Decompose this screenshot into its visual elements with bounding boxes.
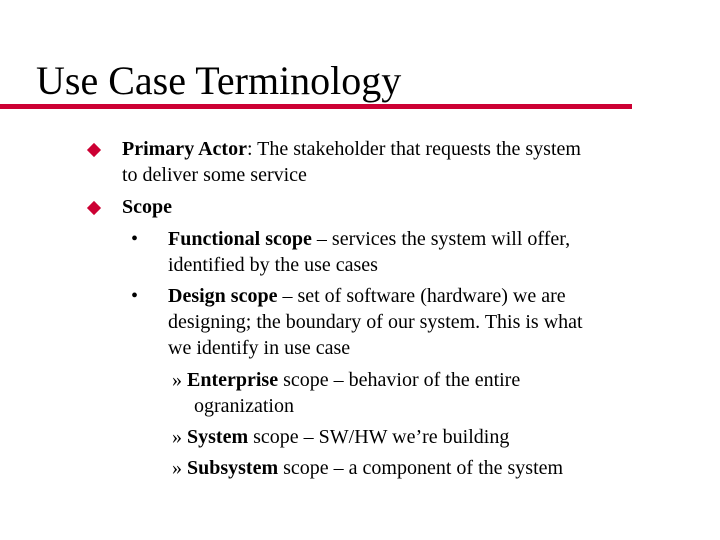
definition-text: to deliver some service [122, 164, 307, 186]
definition-text: ogranization [194, 395, 294, 417]
dot-bullet-icon: • [131, 285, 139, 307]
sub-sub-bullet-subsystem [172, 455, 692, 481]
term-design-scope: Design scope [168, 285, 278, 307]
definition-text: scope – SW/HW we’re building [248, 426, 510, 448]
definition-text: scope – behavior of the entire [278, 369, 521, 391]
raquo-bullet-icon: » [172, 369, 182, 391]
diamond-bullet-icon [87, 143, 101, 157]
sub-sub-bullet-enterprise [172, 367, 692, 419]
dot-bullet-icon: • [131, 228, 139, 250]
raquo-bullet-icon: » [172, 426, 182, 448]
term-functional-scope: Functional scope [168, 228, 312, 250]
sub-bullet-design-scope [168, 283, 688, 361]
sub-sub-bullet-system [172, 424, 692, 450]
bullet-scope [122, 194, 692, 220]
term-subsystem: Subsystem [187, 457, 279, 479]
definition-text: we identify in use case [168, 337, 351, 359]
definition-text: – services the system will offer, [311, 228, 571, 250]
term-primary-actor: Primary Actor [122, 138, 247, 160]
definition-text: – set of software (hardware) we are [277, 285, 566, 307]
raquo-bullet-icon: » [172, 457, 182, 479]
diamond-bullet-icon [87, 201, 101, 215]
bullet-primary-actor [122, 136, 692, 188]
definition-text: scope – a component of the system [278, 457, 564, 479]
definition-text: designing; the boundary of our system. This is what [168, 311, 583, 333]
term-system: System [187, 426, 249, 448]
term-enterprise: Enterprise [187, 369, 279, 391]
slide-title: Use Case Terminology [36, 58, 402, 103]
sub-bullet-functional-scope [168, 226, 688, 278]
definition-text: identified by the use cases [168, 254, 378, 276]
definition-text: : The stakeholder that requests the system [246, 138, 581, 160]
title-underline [0, 104, 632, 109]
term-scope: Scope [122, 196, 172, 218]
